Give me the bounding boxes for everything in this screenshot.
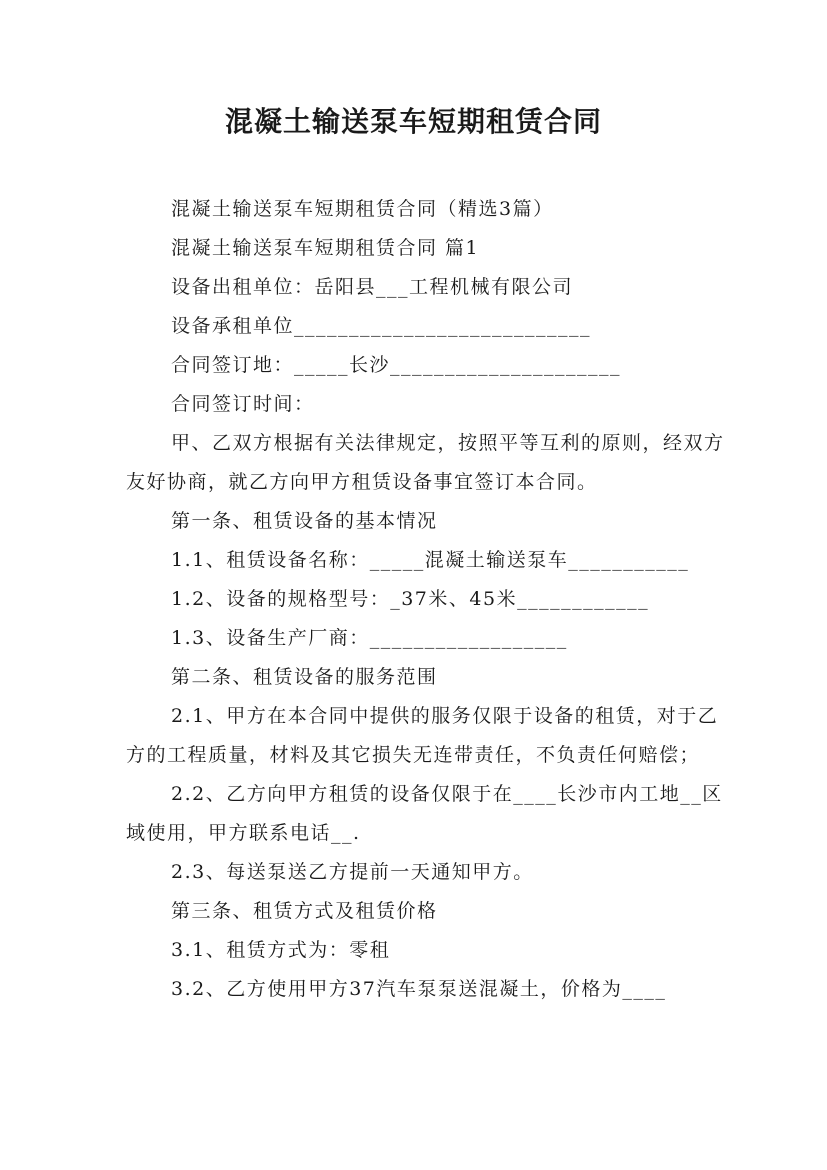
paragraph-article-2: 第二条、租赁设备的服务范围: [171, 666, 438, 688]
paragraph-subheading: 混凝土输送泵车短期租赁合同 篇1: [171, 237, 480, 259]
paragraph-1-3: 1.3、设备生产厂商：__________________: [171, 627, 568, 649]
paragraph-lessee: 设备承租单位___________________________: [171, 315, 592, 337]
paragraph-heading: 混凝土输送泵车短期租赁合同（精选3篇）: [171, 198, 554, 220]
paragraph-signing-time: 合同签订时间：: [171, 393, 315, 415]
paragraph-signing-place: 合同签订地：_____长沙_____________________: [171, 354, 622, 376]
paragraph-2-2: 2.2、乙方向甲方租赁的设备仅限于在____长沙市内工地__区域使用，甲方联系电话__.: [126, 783, 723, 844]
paragraph-2-1: 2.1、甲方在本合同中提供的服务仅限于设备的租赁，对于乙方的工程质量，材料及其它损失无连带责任，不负责任何赔偿；: [126, 705, 719, 766]
paragraph-3-1: 3.1、租赁方式为：零租: [171, 939, 391, 961]
paragraph-article-1: 第一条、租赁设备的基本情况: [171, 510, 438, 532]
paragraph-2-3: 2.3、每送泵送乙方提前一天通知甲方。: [171, 861, 534, 883]
document-body: [126, 190, 726, 1009]
document-title: 混凝土输送泵车短期租赁合同: [224, 105, 602, 138]
paragraph-3-2: 3.2、乙方使用甲方37汽车泵泵送混凝土，价格为____: [171, 978, 667, 1000]
paragraph-preamble: 甲、乙双方根据有关法律规定，按照平等互利的原则，经双方友好协商，就乙方向甲方租赁设备事宜签订本合同。: [126, 432, 725, 493]
paragraph-1-1: 1.1、租赁设备名称：_____混凝土输送泵车___________: [171, 549, 690, 571]
paragraph-lessor: 设备出租单位：岳阳县___工程机械有限公司: [171, 276, 574, 298]
paragraph-article-3: 第三条、租赁方式及租赁价格: [171, 900, 438, 922]
paragraph-1-2: 1.2、设备的规格型号：_37米、45米____________: [171, 588, 650, 610]
